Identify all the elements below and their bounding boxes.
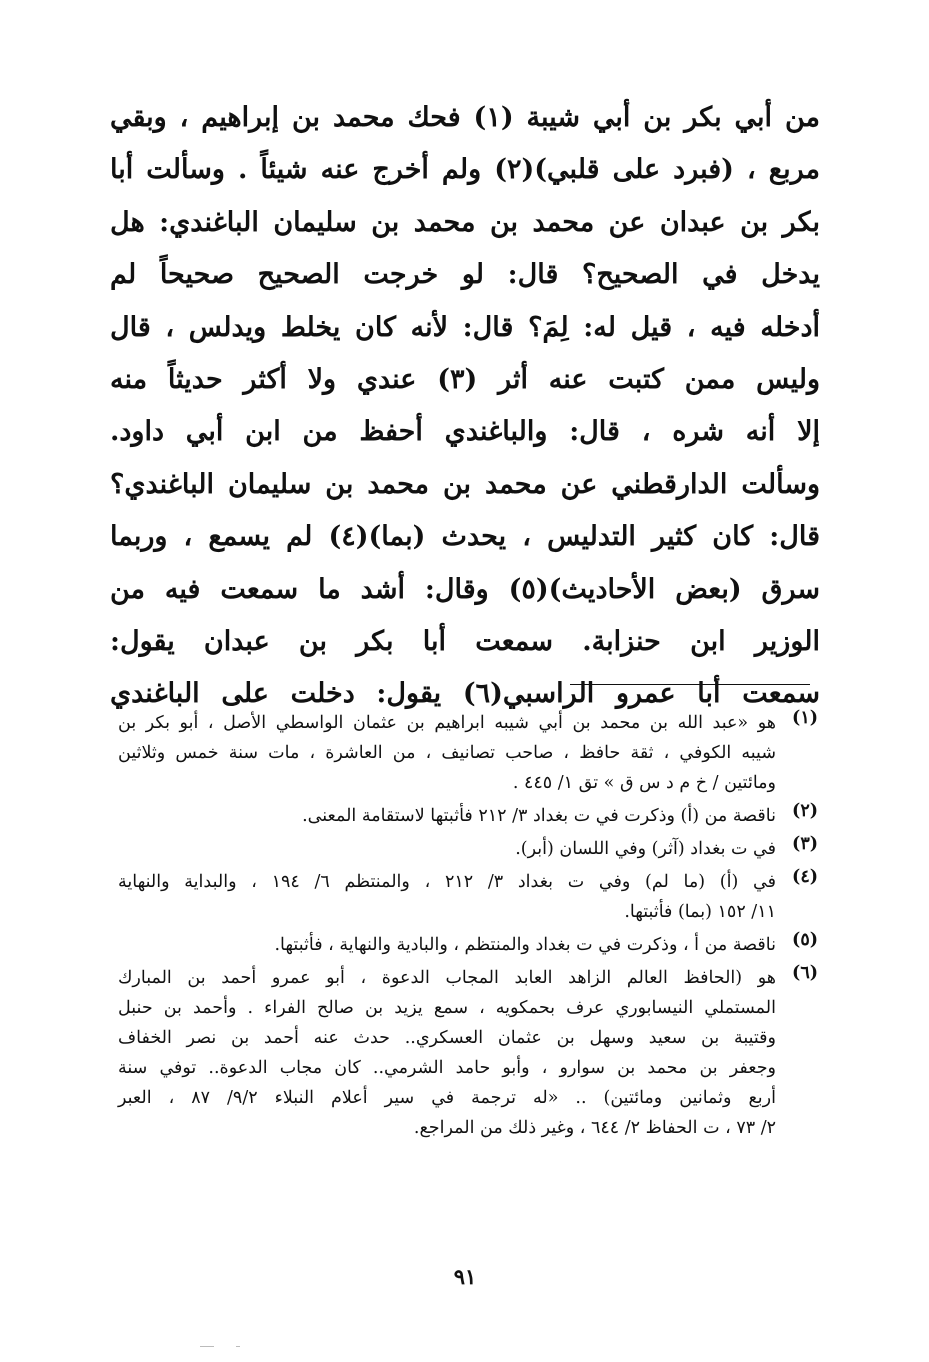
footnote-line: ١١/ ١٥٢ (بما) فأثبتها. [624, 902, 776, 922]
footnote-line: وقتيبة بن سعيد وسهل بن عثمان العسكري.. حدث عنه أحمد بن نصر الخفاف [118, 1028, 776, 1048]
scan-mark [236, 1346, 240, 1347]
footnotes [118, 708, 818, 1143]
text-line: مربع ، (فبرد على قلبي)(٢) ولم أخرج عنه شيئاً . وسألت أبا [110, 154, 820, 186]
footnote-number: (٣) [792, 834, 818, 854]
text-line: يدخل في الصحيح؟ قال: لو خرجت الصحيح صحيحاً لم [110, 259, 820, 291]
text-line: إلا أنه شره ، قال: والباغندي أحفظ من ابن أبي داود. [110, 416, 820, 448]
main-text [110, 92, 820, 721]
text-line: قال: كان كثير التدليس ، يحدث (بما)(٤) لم يسمع ، وربما [110, 521, 820, 553]
footnote-line: ناقصة من (أ) وذكرت في ت بغداد ٣/ ٢١٢ فأثبتها لاستقامة المعنى. [302, 806, 776, 826]
text-line: أدخله فيه ، قيل له: لِمَ؟ قال: لأنه كان يخلط ويدلس ، قال [110, 311, 820, 343]
footnote-line: في (أ) (ما لم) وفي ت بغداد ٣/ ٢١٢ ، والمنتظم ٦/ ١٩٤ ، والبداية والنهاية [118, 872, 776, 892]
footnote-line: هو (الحافظ العالم الزاهد العابد المجاب الدعوة ، أبو عمرو أحمد بن المبارك [118, 968, 776, 988]
footnote [118, 834, 818, 864]
text-line: من أبي بكر بن أبي شيبة (١) فحك محمد بن إبراهيم ، وبقي [110, 102, 820, 133]
footnote [118, 867, 818, 927]
footnote [118, 708, 818, 798]
footnote-line: أربع وثمانين ومائتين) .. «له ترجمة في سير أعلام النبلاء ٩/٢/ ٨٧ ، العبر [118, 1088, 776, 1108]
footnote [118, 963, 818, 1143]
footnote-separator [570, 684, 810, 685]
footnote-line: هو «عبد الله بن محمد بن أبي شيبه ابراهيم بن عثمان الواسطي الأصل ، أبو بكر بن [118, 713, 776, 733]
text-line: بكر بن عبدان عن محمد بن محمد بن سليمان الباغندي: هل [110, 206, 820, 238]
footnote-line: وجعفر بن محمد بن سوارو ، وأبو حامد الشرمي.. كان مجاب الدعوة.. توفي سنة [118, 1058, 776, 1078]
page-number: ٩١ [453, 1264, 477, 1289]
footnote-number: (٤) [792, 867, 818, 887]
footnote [118, 930, 818, 960]
footnote-line: ٢/ ٧٣ ، ت الحفاظ ٢/ ٦٤٤ ، وغير ذلك من المراجع. [413, 1118, 776, 1138]
text-line: الوزير ابن حنزابة. سمعت أبا بكر بن عبدان يقول: [110, 625, 820, 657]
footnote-number: (١) [792, 708, 818, 728]
footnote-number: (٦) [792, 963, 818, 983]
footnote-line: شيبه الكوفي ، ثقة حافظ ، صاحب تصانيف ، من العاشرة ، مات سنة خمس وثلاثين [118, 743, 776, 763]
text-line: سرق (بعض الأحاديث)(٥) وقال: أشد ما سمعت فيه من [110, 573, 820, 605]
scan-mark [200, 1346, 214, 1347]
footnote [118, 801, 818, 831]
footnote-line: ناقصة من أ ، وذكرت في ت بغداد والمنتظم ، والبادية والنهاية ، فأثبتها. [274, 935, 776, 955]
footnote-number: (٢) [792, 801, 818, 821]
text-line: وليس ممن كتبت عنه أثر (٣) عندي ولا أكثر حديثاً منه [110, 363, 821, 395]
footnote-line: المستملي النيسابوري عرف بحمكويه ، سمع يزيد بن صالح الفراء . وأحمد بن حنبل [118, 998, 776, 1018]
text-line: وسألت الدارقطني عن محمد بن محمد بن سليمان الباغندي؟ [110, 468, 820, 500]
footnote-line: ومائتين / خ م د س ق » تق ١/ ٤٤٥ . [512, 773, 776, 793]
footnote-number: (٥) [792, 930, 818, 950]
footnote-line: في ت بغداد (آثر) وفي اللسان (أبر). [515, 839, 776, 859]
text-line: سمعت أبا عمرو الراسبي(٦) يقول: دخلت على الباغندي [110, 678, 820, 710]
